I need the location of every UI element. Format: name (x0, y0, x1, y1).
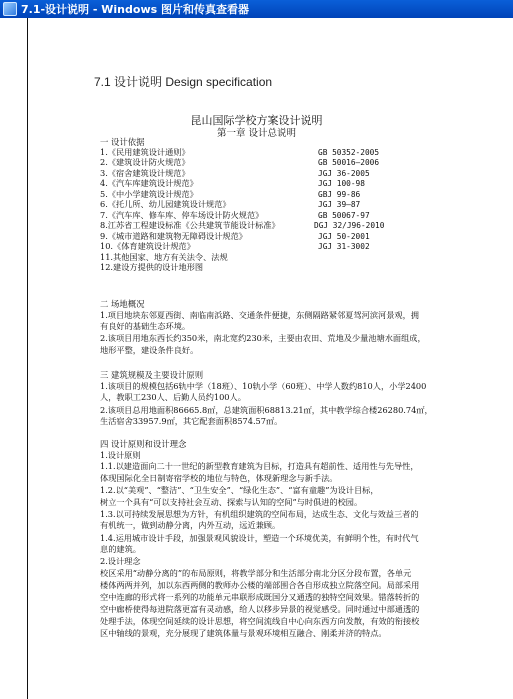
scale-line: 2.该项目总用地面积86665.8㎡，总建筑面积68813.21㎡，其中教学综合楼26280.74㎡， (100, 405, 433, 415)
principles-line: 1.2.以“美观”、“整洁”、“卫生安全”、“绿化生态”、“富有童趣”为设计目标， (100, 485, 379, 495)
chapter-title: 第一章 设计总说明 (216, 128, 297, 139)
principles-title: 四 设计原则和设计理念 (100, 439, 187, 449)
scale-line: 生活宿舍33957.9㎡，其它配套面积8574.57㎡。 (100, 416, 283, 426)
basis-code: JGJ 36-2005 (318, 169, 370, 178)
site-line: 地形平整，建设条件良好。 (100, 345, 199, 355)
basis-item: 9.《城市道路和建筑物无障碍设计规范》 (100, 231, 247, 241)
basis-code: GB 50352-2005 (318, 148, 380, 157)
section-heading: 7.1 设计说明 Design specification (94, 75, 273, 89)
principles-line: 空中连廊的形式将一系列的功能单元串联形成既国分又通透的独特空间效果。错落转折的 (100, 592, 420, 602)
window-titlebar[interactable] (0, 0, 513, 18)
basis-item: 12.建设方提供的设计地形图 (100, 262, 204, 272)
basis-item: 8.江苏省工程建设标准《公共建筑节能设计标准》 (100, 220, 280, 230)
principles-line: 1.3.以可持续发展思想为方针，有机组织建筑的空间布局，达成生态、文化与效益三者的 (100, 509, 419, 519)
principles-line: 空中廊桥使得每进院落更富有灵动感，给人以移步异景的视觉感受。同时通过中部通透的 (100, 604, 420, 614)
window-title: 7.1-设计说明 - Windows 图片和传真查看器 (21, 3, 249, 16)
basis-item: 1.《民用建筑设计通则》 (100, 147, 190, 157)
principles-line: 1.设计原则 (100, 450, 141, 460)
basis-item: 2.《建筑设计防火规范》 (100, 157, 190, 167)
basis-item: 3.《宿舍建筑设计规范》 (100, 168, 190, 178)
app-icon (3, 2, 17, 16)
basis-code: JGJ 31-3002 (318, 242, 370, 251)
basis-code: JGJ 100-98 (318, 179, 365, 188)
principles-line: 有机统一，做到动静分离，内外互动，远近兼顾。 (100, 520, 281, 530)
document-title: 昆山国际学校方案设计说明 (190, 114, 323, 127)
principles-line: 处理手法，体现空间延续的设计思想，将空间流线自中心向东西方向发散，有效的衔接校 (100, 616, 420, 626)
basis-item: 4.《汽车库建筑设计规范》 (100, 178, 198, 188)
basis-item: 10.《体育建筑设计规范》 (100, 241, 195, 251)
scale-title: 三 建筑规模及主要设计原则 (100, 370, 204, 380)
basis-item: 7.《汽车库、修车库、停车场设计防火规范》 (100, 210, 264, 220)
basis-code: GBJ 99-86 (318, 190, 361, 199)
principles-line: 校区采用“动静分离的”的布局原则，将教学部分和生活部分南北分区分段布置，各单元 (100, 568, 412, 578)
basis-item: 11.其他国家、地方有关法令、法规 (100, 252, 228, 262)
site-line: 2.该项目用地东西长约350米，南北宽约230米，主要由农田、荒地及少量池塘水面组成， (100, 333, 426, 343)
scale-line: 人，教职工230人、后勤人员约100人。 (100, 392, 246, 402)
principles-line: 树立一个具有“可以支持社会互动、探索与认知的空间”与时俱进的校园。 (100, 497, 363, 507)
principles-line: 1.4.运用城市设计手段，加强景观风貌设计，塑造一个环境优美，有鲜明个性，有时代气 (100, 533, 419, 543)
principles-line: 楼体两两并列，加以东西两侧的教师办公楼的端部围合各自形成独立院落空间。局部采用 (100, 580, 420, 590)
basis-item: 6.《托儿所、幼儿园建筑设计规范》 (100, 199, 231, 209)
basis-code: GB 50016—2006 (318, 158, 380, 167)
site-line: 有良好的基础生态环境。 (100, 321, 191, 331)
principles-line: 息的建筑。 (100, 544, 141, 554)
site-title: 二 场地概况 (100, 299, 145, 309)
basis-code: JGJ 39—87 (318, 200, 361, 209)
principles-line: 1.1.以建造面向二十一世纪的新型教育建筑为目标，打造具有超前性、适用性与先导性， (100, 461, 419, 471)
basis-code: GB 50067-97 (318, 211, 370, 220)
scale-line: 1.该项目的规模包括6轨中学（18班）、10轨小学（60班）、中学人数约810人，小学2400 (100, 381, 427, 391)
principles-line: 2.设计理念 (100, 556, 141, 566)
principles-line: 体现国际化全日制寄宿学校的地位与特色，体现新理念与新手法。 (100, 473, 338, 483)
basis-title: 一 设计依据 (100, 137, 145, 147)
basis-code: DGJ 32/J96-2010 (314, 221, 385, 230)
principles-line: 区中轴线的景观，充分展现了建筑体量与景观环境相互融合、刚柔并济的特点。 (100, 628, 387, 638)
basis-item: 5.《中小学建筑设计规范》 (100, 189, 198, 199)
site-line: 1.项目地块东邻夏西街、南临南浜路、交通条件便捷，东侧隔路紧邻夏驾河滨河景观，拥 (100, 310, 419, 320)
basis-code: JGJ 50-2001 (318, 232, 370, 241)
